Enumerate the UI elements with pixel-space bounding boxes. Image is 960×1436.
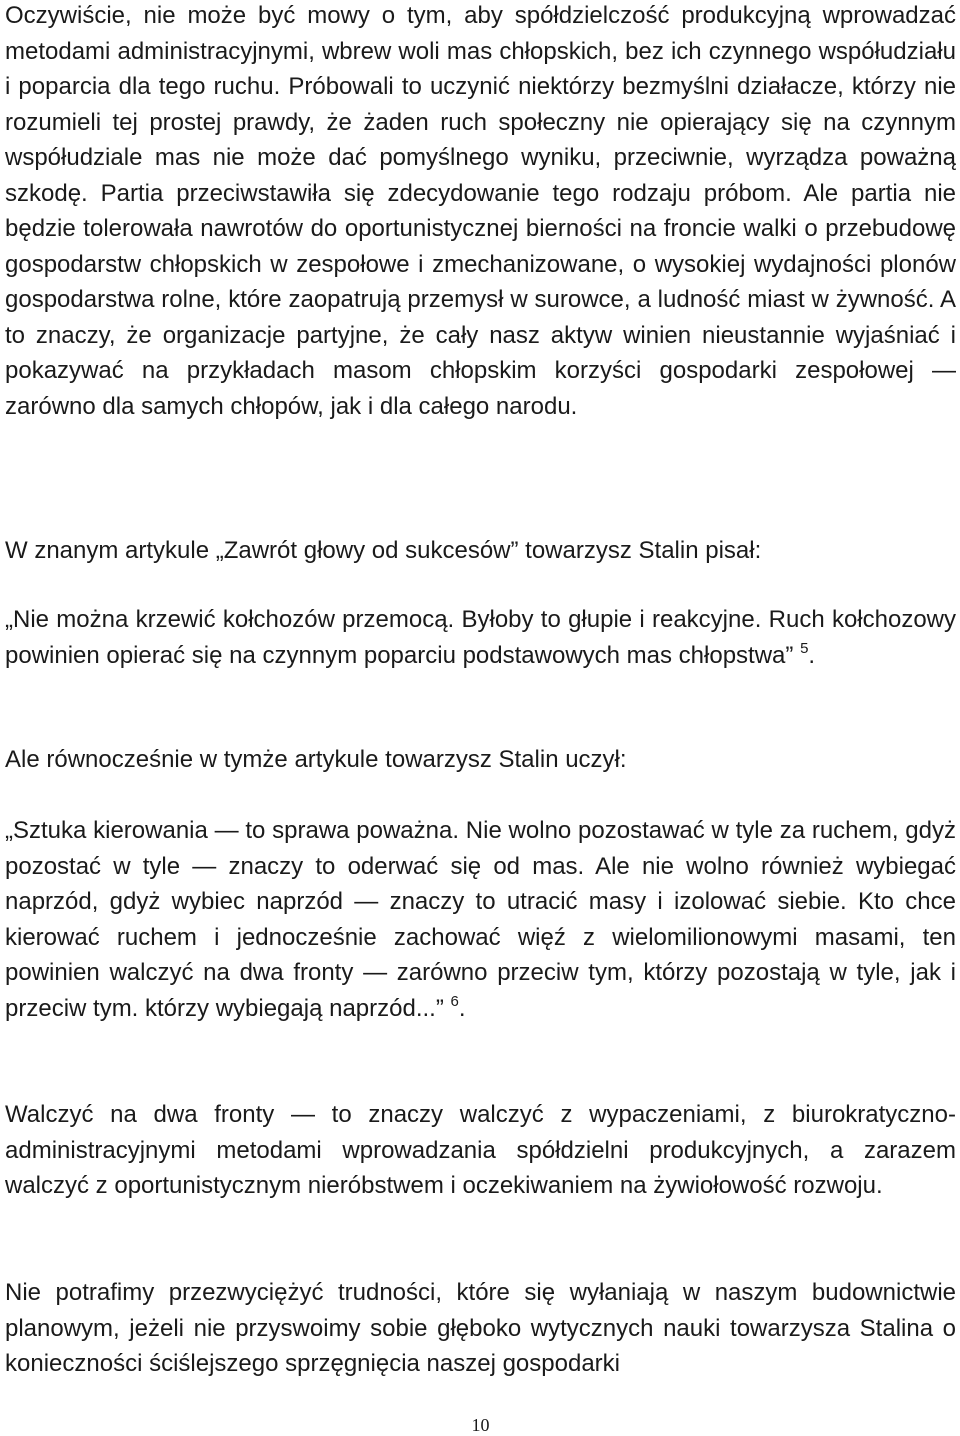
footnote-marker: 6: [450, 992, 459, 1010]
paragraph-collectivization: Oczywiście, nie może być mowy o tym, aby spółdzielczość produkcyjną wprowadzać metodami administracyjnymi, wbrew woli mas chłopskich, bez ich czynnego współudziału i poparcia dla tego ruchu. Próbowali to uczynić niektórzy bezmyślni działacze, którzy nie rozumieli tej prostej prawdy, że żaden ruch społeczny nie opierający się na czynnym współudziale mas nie może dać pomyślnego wyniku, przeciwnie, wyrządza poważną szkodę. Partia przeciwstawiła się zdecydowanie tego rodzaju próbom. Ale partia nie będzie tolerowała nawrotów do oportunistycznej bierności na froncie walki o przebudowę gospodarstw chłopskich w zespołowe i zmechanizowane, o wysokiej wydajności plonów gospodarstwa rolne, które zaopatrują przemysł w surowce, a ludność miast w żywność. A to znaczy, że organizacje partyjne, że cały nasz aktyw winien nieustannie wyjaśniać i pokazywać na przykładach masom chłopskim korzyści gospodarki zespołowej — zarówno dla samych chłopów, jak i dla całego narodu.: [5, 2, 956, 420]
quote-art-of-leadership: [5, 813, 956, 1026]
quote-text: „Sztuka kierowania — to sprawa poważna. Nie wolno pozostawać w tyle za ruchem, gdyż pozostać w tyle — znaczy to oderwać się od mas. Ale nie wolno również wybiegać naprzód, gdyż wybiec naprzód — znaczy to utracić masy i izolować siebie. Kto chce kierować ruchem i jednocześnie zachować więź z wielomilionowymi masami, ten powinien walczyć na dwa fronty — zarówno przeciw tym, którzy pozostają w tyle, jak i przeciw tym. którzy wybiegają naprzód...”: [5, 817, 956, 1022]
footnote-marker: 5: [800, 639, 809, 657]
paragraph-stalin-article-intro: W znanym artykule „Zawrót głowy od sukcesów” towarzysz Stalin pisał:: [5, 537, 762, 564]
page-number: 10: [471, 1415, 490, 1435]
document-page: [5, 0, 956, 1436]
paragraph-stalin-taught: Ale równocześnie w tymże artykule towarzysz Stalin uczył:: [5, 746, 627, 773]
paragraph-two-fronts: Walczyć na dwa fronty — to znaczy walczyć z wypaczeniami, z biurokratyczno-administracyjnymi metodami wprowadzania spółdzielni produkcyjnych, a zarazem walczyć z oportunistycznym nieróbstwem i oczekiwaniem na żywiołowość rozwoju.: [5, 1101, 956, 1199]
quote-kolkhoz-force: [5, 602, 956, 673]
quote-end: .: [458, 994, 466, 1022]
quote-text: „Nie można krzewić kołchozów przemocą. Byłoby to głupie i reakcyjne. Ruch kołchozowy powinien opierać się na czynnym poparciu podstawowych mas chłopstwa”: [5, 606, 956, 669]
quote-end: .: [808, 641, 816, 669]
paragraph-difficulties: Nie potrafimy przezwyciężyć trudności, które się wyłaniają w naszym budownictwie planowym, jeżeli nie przyswoimy sobie głęboko wytycznych nauki towarzysza Stalina o konieczności ściślejszego sprzęgnięcia naszej gospodarki: [5, 1279, 956, 1377]
